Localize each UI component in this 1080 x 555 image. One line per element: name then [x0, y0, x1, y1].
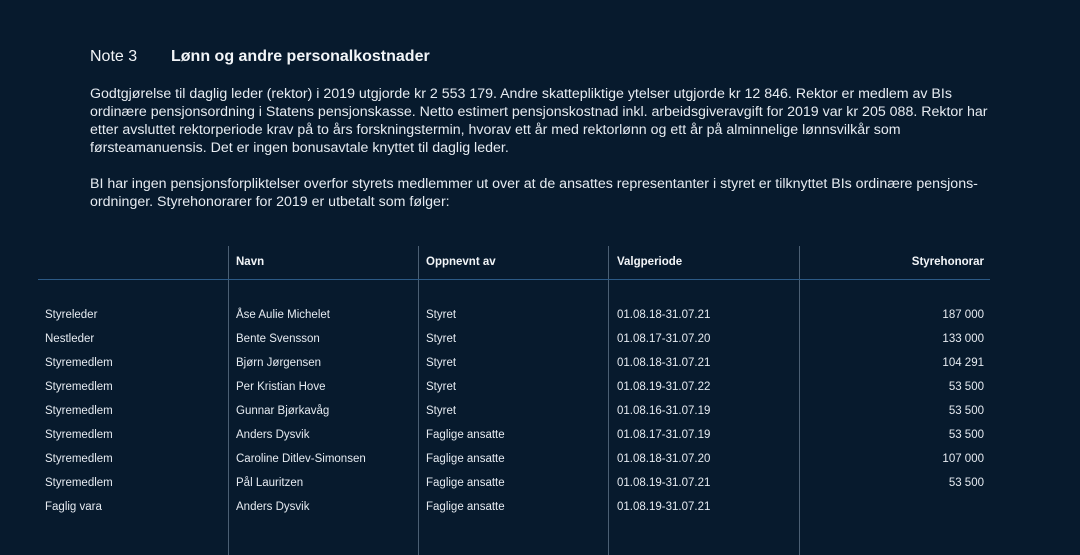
- cell-fee: 53 500: [948, 381, 984, 393]
- table-row: [0, 333, 1080, 357]
- cell-role: Styremedlem: [45, 405, 113, 417]
- cell-name: Anders Dysvik: [236, 429, 310, 441]
- paragraph-ceo-compensation: Godtgjørelse til daglig leder (rektor) i 2019 utgjorde kr 2 553 179. Andre skattepliktige ytelser utgjorde kr 12 846. Rektor er medlem av BIs ordinære pensjonsordning i Statens pensjonskasse. Netto estimert pensjonskostnad inkl. arbeidsgiveravgift for 2019 var kr 205 088. Rektor har etter avsluttet rektorperiode krav på to års forskningstermin, hvorav ett år med rektorlønn og ett år på alminnelige lønnsvilkår som førsteamanuensis. Det er ingen bonusavtale knyttet til daglig leder.: [90, 86, 988, 156]
- cell-appointed-by: Faglige ansatte: [426, 453, 505, 465]
- table-row: [0, 309, 1080, 333]
- cell-period: 01.08.19-31.07.22: [617, 381, 711, 393]
- table-row: [0, 453, 1080, 477]
- table-row: [0, 405, 1080, 429]
- cell-appointed-by: Styret: [426, 357, 457, 369]
- cell-name: Per Kristian Hove: [236, 381, 326, 393]
- cell-period: 01.08.19-31.07.21: [617, 501, 711, 513]
- note-heading: [90, 48, 430, 66]
- cell-name: Bente Svensson: [236, 333, 320, 345]
- cell-fee: 133 000: [942, 333, 984, 345]
- cell-fee: 53 500: [948, 429, 984, 441]
- cell-appointed-by: Styret: [426, 405, 457, 417]
- cell-fee: 104 291: [942, 357, 984, 369]
- cell-name: Gunnar Bjørkavåg: [236, 405, 330, 417]
- cell-role: Faglig vara: [45, 501, 102, 513]
- table-row: [0, 357, 1080, 381]
- table-row: [0, 429, 1080, 453]
- cell-appointed-by: Faglige ansatte: [426, 477, 505, 489]
- paragraph-board-pension: BI har ingen pensjonsforpliktelser overfor styrets medlemmer ut over at de ansattes representanter i styret er tilknyttet BIs ordinære pensjons-ordninger. Styrehonorarer for 2019 er utbetalt som følger:: [90, 176, 978, 210]
- cell-role: Styremedlem: [45, 477, 113, 489]
- header-rule: [38, 279, 990, 280]
- cell-role: Styreleder: [45, 309, 98, 321]
- cell-period: 01.08.17-31.07.20: [617, 333, 711, 345]
- cell-role: Styremedlem: [45, 453, 113, 465]
- note-title: Lønn og andre personalkostnader: [171, 48, 430, 65]
- cell-role: Nestleder: [45, 333, 95, 345]
- cell-fee: 107 000: [942, 453, 984, 465]
- cell-period: 01.08.18-31.07.20: [617, 453, 711, 465]
- cell-period: 01.08.19-31.07.21: [617, 477, 711, 489]
- cell-fee: 53 500: [948, 405, 984, 417]
- table-row: [0, 501, 1080, 525]
- note-label: Note 3: [90, 48, 138, 65]
- cell-period: 01.08.18-31.07.21: [617, 309, 711, 321]
- cell-period: 01.08.17-31.07.19: [617, 429, 711, 441]
- header-period: Valgperiode: [617, 256, 683, 268]
- table-row: [0, 477, 1080, 501]
- cell-appointed-by: Styret: [426, 309, 457, 321]
- cell-role: Styremedlem: [45, 429, 113, 441]
- cell-name: Bjørn Jørgensen: [236, 357, 322, 369]
- cell-period: 01.08.16-31.07.19: [617, 405, 711, 417]
- cell-appointed-by: Faglige ansatte: [426, 501, 505, 513]
- cell-appointed-by: Styret: [426, 333, 457, 345]
- cell-name: Anders Dysvik: [236, 501, 310, 513]
- cell-name: Pål Lauritzen: [236, 477, 304, 489]
- cell-name: Åse Aulie Michelet: [236, 309, 330, 321]
- cell-fee: 53 500: [948, 477, 984, 489]
- header-name: Navn: [236, 256, 265, 268]
- header-appointed-by: Oppnevnt av: [426, 256, 496, 268]
- cell-name: Caroline Ditlev-Simonsen: [236, 453, 366, 465]
- cell-appointed-by: Faglige ansatte: [426, 429, 505, 441]
- header-fee: Styrehonorar: [911, 256, 984, 268]
- cell-role: Styremedlem: [45, 381, 113, 393]
- cell-period: 01.08.18-31.07.21: [617, 357, 711, 369]
- table-row: [0, 381, 1080, 405]
- cell-fee: 187 000: [942, 309, 984, 321]
- cell-appointed-by: Styret: [426, 381, 457, 393]
- cell-role: Styremedlem: [45, 357, 113, 369]
